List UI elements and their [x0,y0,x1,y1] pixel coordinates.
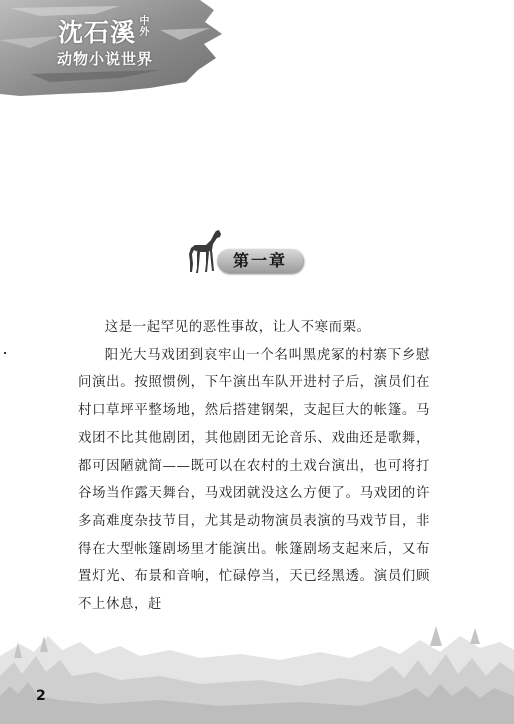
body-text [78,314,430,619]
paragraph: 这是一起罕见的恶性事故，让人不寒而栗。 [104,320,371,335]
chapter-title: 第一章 [232,251,287,270]
margin-mark [4,352,6,354]
chapter-heading [186,228,310,276]
series-title: 沈石溪 [58,18,137,47]
series-subtitle: 动物小说世界 [57,50,154,68]
paragraph: 阳光大马戏团到哀牢山一个名叫黑虎冢的村寨下乡慰问演出。按照惯例，下午演出车队开进村子后，演员们在村口草坪平整场地，然后搭建钢架，支起巨大的帐篷。马戏团不比其他剧团，其他剧团无论音乐、戏曲还是歌舞，都可因陋就简——既可以在农村的土戏台演出，也可将打谷场当作露天舞台，马戏团就没这么方便了。马戏团的许多高难度杂技节目，尤其是动物演员表演的马戏节目，非得在大型帐篷剧场里才能演出。帐篷剧场支起来后，又布置灯光、布景和音响，忙碌停当，天已经黑透。演员们顾不上休息，赶 [78,347,430,613]
forest-silhouette-decoration [0,596,514,724]
series-vertical-label: 中外 [139,16,150,38]
page-number: 2 [36,688,46,704]
